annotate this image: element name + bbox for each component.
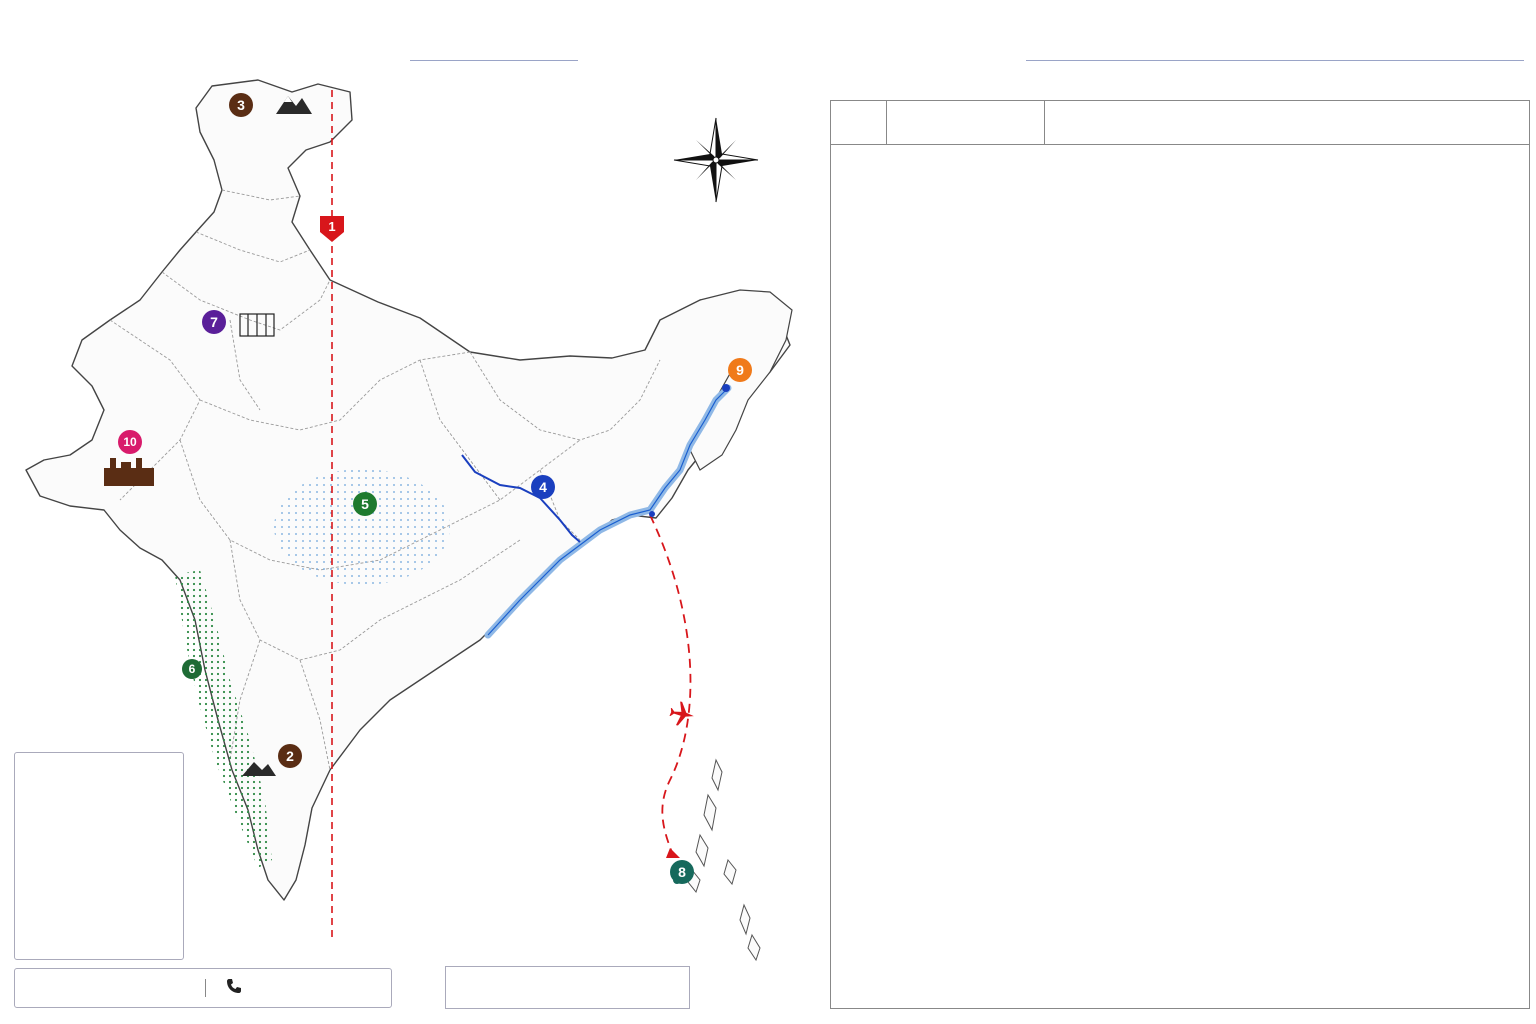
map-badge-8: 8 — [670, 860, 694, 884]
header-location — [887, 101, 1045, 145]
air-route-arrow — [666, 848, 680, 858]
airplane-icon — [668, 700, 696, 728]
river-point — [649, 511, 655, 517]
header-sr-no — [831, 101, 887, 145]
map-badge-6: 6 — [182, 659, 202, 679]
kohima-point — [722, 384, 730, 392]
entries-table — [830, 100, 1530, 1009]
map-badge-4: 4 — [531, 475, 555, 499]
author-divider — [205, 979, 206, 997]
legend-box — [14, 752, 184, 960]
air-route-path — [650, 515, 690, 860]
map-badge-3: 3 — [229, 93, 253, 117]
author-box — [14, 968, 392, 1008]
map-badge-1: 1 — [328, 218, 336, 234]
map-badge-2: 2 — [278, 744, 302, 768]
header-aspect — [1045, 101, 1529, 145]
divider-right — [1026, 60, 1524, 61]
andaman-islands — [688, 760, 760, 960]
map-badge-7: 7 — [202, 310, 226, 334]
map-badge-9: 9 — [728, 358, 752, 382]
table-header — [831, 101, 1529, 145]
map-note-box — [445, 966, 690, 1009]
map-badge-5: 5 — [353, 492, 377, 516]
map-badge-10: 10 — [118, 430, 142, 454]
phone-icon — [226, 978, 242, 999]
winter-rain-zone — [274, 469, 450, 585]
compass-rose-icon — [674, 118, 758, 202]
